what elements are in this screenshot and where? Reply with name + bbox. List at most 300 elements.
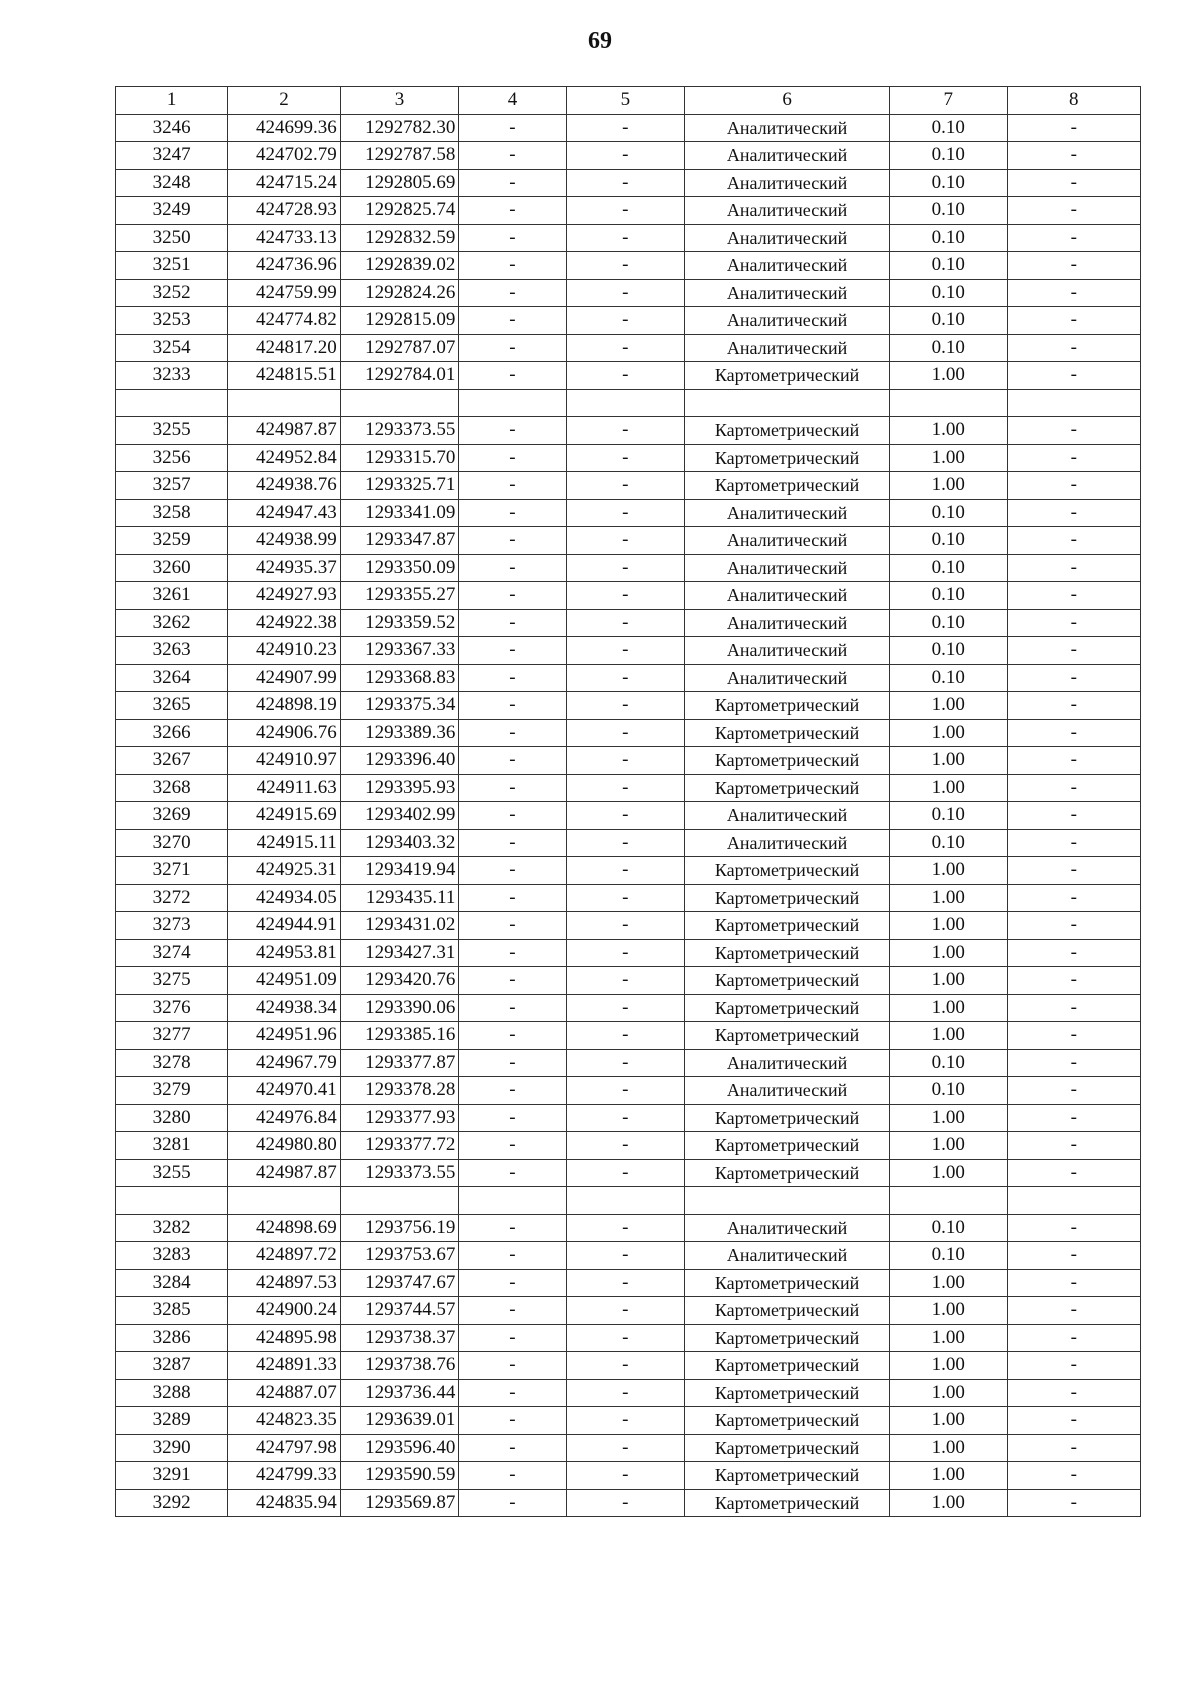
accuracy-cell: 1.00 xyxy=(889,994,1007,1022)
y-coordinate-cell xyxy=(340,1187,459,1215)
x-coordinate-cell: 424736.96 xyxy=(228,252,340,280)
y-coordinate-cell: 1293389.36 xyxy=(340,719,459,747)
point-number-cell: 3280 xyxy=(116,1104,228,1132)
col4-cell: - xyxy=(459,939,566,967)
accuracy-cell: 1.00 xyxy=(889,1379,1007,1407)
col5-cell: - xyxy=(566,857,685,885)
x-coordinate-cell: 424935.37 xyxy=(228,554,340,582)
column-header: 3 xyxy=(340,87,459,115)
table-row xyxy=(116,444,1141,472)
col5-cell: - xyxy=(566,664,685,692)
col8-cell: - xyxy=(1007,939,1140,967)
y-coordinate-cell: 1293431.02 xyxy=(340,912,459,940)
point-number-cell: 3287 xyxy=(116,1352,228,1380)
col4-cell: - xyxy=(459,1297,566,1325)
accuracy-cell: 1.00 xyxy=(889,884,1007,912)
x-coordinate-cell: 424953.81 xyxy=(228,939,340,967)
accuracy-cell: 1.00 xyxy=(889,1462,1007,1490)
point-number-cell: 3274 xyxy=(116,939,228,967)
col4-cell: - xyxy=(459,692,566,720)
col5-cell: - xyxy=(566,829,685,857)
col4-cell: - xyxy=(459,554,566,582)
col5-cell: - xyxy=(566,1434,685,1462)
method-cell: Картометрический xyxy=(685,362,890,390)
y-coordinate-cell: 1293402.99 xyxy=(340,802,459,830)
table-row xyxy=(116,142,1141,170)
col5-cell: - xyxy=(566,1352,685,1380)
y-coordinate-cell: 1293390.06 xyxy=(340,994,459,1022)
accuracy-cell xyxy=(889,1187,1007,1215)
method-cell: Аналитический xyxy=(685,334,890,362)
method-cell: Картометрический xyxy=(685,692,890,720)
y-coordinate-cell: 1292782.30 xyxy=(340,114,459,142)
col5-cell: - xyxy=(566,582,685,610)
accuracy-cell: 1.00 xyxy=(889,912,1007,940)
col4-cell: - xyxy=(459,1104,566,1132)
x-coordinate-cell: 424733.13 xyxy=(228,224,340,252)
col5-cell: - xyxy=(566,224,685,252)
col5-cell: - xyxy=(566,939,685,967)
accuracy-cell: 1.00 xyxy=(889,1269,1007,1297)
col4-cell: - xyxy=(459,637,566,665)
col5-cell: - xyxy=(566,1324,685,1352)
accuracy-cell: 0.10 xyxy=(889,169,1007,197)
col4-cell: - xyxy=(459,1489,566,1517)
accuracy-cell: 0.10 xyxy=(889,637,1007,665)
accuracy-cell: 1.00 xyxy=(889,444,1007,472)
accuracy-cell: 1.00 xyxy=(889,774,1007,802)
method-cell: Картометрический xyxy=(685,719,890,747)
y-coordinate-cell: 1293367.33 xyxy=(340,637,459,665)
point-number-cell: 3247 xyxy=(116,142,228,170)
col8-cell: - xyxy=(1007,444,1140,472)
accuracy-cell xyxy=(889,389,1007,417)
col4-cell: - xyxy=(459,582,566,610)
point-number-cell: 3288 xyxy=(116,1379,228,1407)
point-number-cell: 3267 xyxy=(116,747,228,775)
col8-cell: - xyxy=(1007,1489,1140,1517)
method-cell: Картометрический xyxy=(685,1297,890,1325)
col4-cell: - xyxy=(459,967,566,995)
table-row xyxy=(116,1434,1141,1462)
accuracy-cell: 0.10 xyxy=(889,279,1007,307)
table-row xyxy=(116,829,1141,857)
col8-cell: - xyxy=(1007,774,1140,802)
col4-cell: - xyxy=(459,994,566,1022)
x-coordinate-cell: 424944.91 xyxy=(228,912,340,940)
col4-cell: - xyxy=(459,279,566,307)
col4-cell: - xyxy=(459,224,566,252)
accuracy-cell: 1.00 xyxy=(889,857,1007,885)
x-coordinate-cell: 424938.76 xyxy=(228,472,340,500)
method-cell: Аналитический xyxy=(685,582,890,610)
col5-cell: - xyxy=(566,747,685,775)
point-number-cell: 3256 xyxy=(116,444,228,472)
y-coordinate-cell: 1293341.09 xyxy=(340,499,459,527)
col4-cell: - xyxy=(459,664,566,692)
method-cell: Картометрический xyxy=(685,1489,890,1517)
col5-cell: - xyxy=(566,1159,685,1187)
accuracy-cell: 1.00 xyxy=(889,417,1007,445)
point-number-cell: 3255 xyxy=(116,1159,228,1187)
col5-cell: - xyxy=(566,499,685,527)
x-coordinate-cell: 424952.84 xyxy=(228,444,340,472)
x-coordinate-cell: 424817.20 xyxy=(228,334,340,362)
col4-cell: - xyxy=(459,1352,566,1380)
accuracy-cell: 0.10 xyxy=(889,1214,1007,1242)
table-row xyxy=(116,389,1141,417)
y-coordinate-cell: 1293315.70 xyxy=(340,444,459,472)
col8-cell: - xyxy=(1007,279,1140,307)
table-row xyxy=(116,939,1141,967)
col4-cell: - xyxy=(459,1077,566,1105)
col5-cell: - xyxy=(566,1379,685,1407)
method-cell: Аналитический xyxy=(685,169,890,197)
table-row xyxy=(116,554,1141,582)
col4-cell: - xyxy=(459,444,566,472)
col4-cell: - xyxy=(459,1159,566,1187)
col5-cell: - xyxy=(566,967,685,995)
col5-cell: - xyxy=(566,472,685,500)
y-coordinate-cell: 1292839.02 xyxy=(340,252,459,280)
accuracy-cell: 0.10 xyxy=(889,829,1007,857)
x-coordinate-cell: 424910.97 xyxy=(228,747,340,775)
col5-cell: - xyxy=(566,884,685,912)
col8-cell: - xyxy=(1007,1407,1140,1435)
y-coordinate-cell: 1293639.01 xyxy=(340,1407,459,1435)
col5-cell: - xyxy=(566,994,685,1022)
table-row xyxy=(116,994,1141,1022)
y-coordinate-cell: 1293596.40 xyxy=(340,1434,459,1462)
col5-cell: - xyxy=(566,1077,685,1105)
accuracy-cell: 1.00 xyxy=(889,967,1007,995)
point-number-cell: 3272 xyxy=(116,884,228,912)
col4-cell: - xyxy=(459,884,566,912)
col8-cell: - xyxy=(1007,967,1140,995)
col5-cell: - xyxy=(566,1242,685,1270)
table-row xyxy=(116,1324,1141,1352)
y-coordinate-cell: 1293590.59 xyxy=(340,1462,459,1490)
col5-cell: - xyxy=(566,692,685,720)
x-coordinate-cell: 424987.87 xyxy=(228,417,340,445)
method-cell xyxy=(685,1187,890,1215)
y-coordinate-cell xyxy=(340,389,459,417)
point-number-cell: 3290 xyxy=(116,1434,228,1462)
col8-cell: - xyxy=(1007,1022,1140,1050)
col4-cell: - xyxy=(459,774,566,802)
col8-cell: - xyxy=(1007,747,1140,775)
y-coordinate-cell: 1293359.52 xyxy=(340,609,459,637)
accuracy-cell: 0.10 xyxy=(889,609,1007,637)
x-coordinate-cell: 424947.43 xyxy=(228,499,340,527)
table-row xyxy=(116,1462,1141,1490)
x-coordinate-cell xyxy=(228,1187,340,1215)
x-coordinate-cell: 424925.31 xyxy=(228,857,340,885)
col5-cell: - xyxy=(566,1269,685,1297)
method-cell: Картометрический xyxy=(685,1324,890,1352)
column-header: 7 xyxy=(889,87,1007,115)
col5-cell: - xyxy=(566,527,685,555)
col8-cell: - xyxy=(1007,912,1140,940)
table-row xyxy=(116,967,1141,995)
accuracy-cell: 1.00 xyxy=(889,1407,1007,1435)
x-coordinate-cell: 424898.19 xyxy=(228,692,340,720)
col5-cell: - xyxy=(566,444,685,472)
method-cell: Аналитический xyxy=(685,1049,890,1077)
accuracy-cell: 1.00 xyxy=(889,1159,1007,1187)
method-cell: Аналитический xyxy=(685,1077,890,1105)
col8-cell: - xyxy=(1007,582,1140,610)
point-number-cell: 3260 xyxy=(116,554,228,582)
table-row xyxy=(116,169,1141,197)
col8-cell: - xyxy=(1007,114,1140,142)
x-coordinate-cell: 424951.96 xyxy=(228,1022,340,1050)
col4-cell: - xyxy=(459,527,566,555)
col8-cell: - xyxy=(1007,1159,1140,1187)
x-coordinate-cell: 424895.98 xyxy=(228,1324,340,1352)
accuracy-cell: 0.10 xyxy=(889,197,1007,225)
col8-cell: - xyxy=(1007,994,1140,1022)
accuracy-cell: 1.00 xyxy=(889,1022,1007,1050)
point-number-cell: 3263 xyxy=(116,637,228,665)
x-coordinate-cell: 424759.99 xyxy=(228,279,340,307)
accuracy-cell: 1.00 xyxy=(889,1104,1007,1132)
point-number-cell: 3273 xyxy=(116,912,228,940)
method-cell: Картометрический xyxy=(685,774,890,802)
column-header: 4 xyxy=(459,87,566,115)
method-cell: Картометрический xyxy=(685,994,890,1022)
col8-cell: - xyxy=(1007,637,1140,665)
x-coordinate-cell: 424911.63 xyxy=(228,774,340,802)
col8-cell: - xyxy=(1007,884,1140,912)
col8-cell: - xyxy=(1007,664,1140,692)
y-coordinate-cell: 1293378.28 xyxy=(340,1077,459,1105)
method-cell: Картометрический xyxy=(685,1022,890,1050)
x-coordinate-cell: 424910.23 xyxy=(228,637,340,665)
table-row xyxy=(116,224,1141,252)
point-number-cell: 3284 xyxy=(116,1269,228,1297)
table-row xyxy=(116,197,1141,225)
page-number: 69 xyxy=(588,28,612,54)
x-coordinate-cell: 424907.99 xyxy=(228,664,340,692)
col8-cell: - xyxy=(1007,857,1140,885)
x-coordinate-cell: 424887.07 xyxy=(228,1379,340,1407)
table-row xyxy=(116,1379,1141,1407)
point-number-cell: 3262 xyxy=(116,609,228,637)
accuracy-cell: 1.00 xyxy=(889,1489,1007,1517)
method-cell: Аналитический xyxy=(685,142,890,170)
col8-cell: - xyxy=(1007,472,1140,500)
accuracy-cell: 1.00 xyxy=(889,692,1007,720)
col8-cell xyxy=(1007,1187,1140,1215)
accuracy-cell: 1.00 xyxy=(889,939,1007,967)
x-coordinate-cell xyxy=(228,389,340,417)
col5-cell: - xyxy=(566,719,685,747)
col8-cell: - xyxy=(1007,499,1140,527)
table-row xyxy=(116,1022,1141,1050)
col8-cell: - xyxy=(1007,307,1140,335)
col4-cell xyxy=(459,389,566,417)
y-coordinate-cell: 1293756.19 xyxy=(340,1214,459,1242)
accuracy-cell: 1.00 xyxy=(889,1434,1007,1462)
method-cell: Аналитический xyxy=(685,197,890,225)
table-row xyxy=(116,279,1141,307)
col8-cell: - xyxy=(1007,1132,1140,1160)
x-coordinate-cell: 424967.79 xyxy=(228,1049,340,1077)
col5-cell: - xyxy=(566,637,685,665)
col8-cell: - xyxy=(1007,719,1140,747)
col4-cell: - xyxy=(459,747,566,775)
col8-cell: - xyxy=(1007,417,1140,445)
col4-cell: - xyxy=(459,499,566,527)
x-coordinate-cell: 424900.24 xyxy=(228,1297,340,1325)
y-coordinate-cell: 1293403.32 xyxy=(340,829,459,857)
col4-cell: - xyxy=(459,1324,566,1352)
table-row xyxy=(116,857,1141,885)
col4-cell: - xyxy=(459,417,566,445)
col4-cell: - xyxy=(459,1049,566,1077)
table-row xyxy=(116,252,1141,280)
point-number-cell: 3261 xyxy=(116,582,228,610)
x-coordinate-cell: 424970.41 xyxy=(228,1077,340,1105)
x-coordinate-cell: 424898.69 xyxy=(228,1214,340,1242)
col4-cell: - xyxy=(459,1434,566,1462)
y-coordinate-cell: 1293427.31 xyxy=(340,939,459,967)
col5-cell: - xyxy=(566,362,685,390)
col5-cell: - xyxy=(566,334,685,362)
y-coordinate-cell: 1293355.27 xyxy=(340,582,459,610)
point-number-cell: 3252 xyxy=(116,279,228,307)
accuracy-cell: 0.10 xyxy=(889,1242,1007,1270)
col8-cell: - xyxy=(1007,1242,1140,1270)
table-body xyxy=(116,114,1141,1517)
point-number-cell: 3270 xyxy=(116,829,228,857)
accuracy-cell: 1.00 xyxy=(889,1324,1007,1352)
col8-cell: - xyxy=(1007,1269,1140,1297)
accuracy-cell: 1.00 xyxy=(889,747,1007,775)
y-coordinate-cell: 1293373.55 xyxy=(340,1159,459,1187)
col5-cell: - xyxy=(566,1462,685,1490)
table-row xyxy=(116,747,1141,775)
col4-cell: - xyxy=(459,609,566,637)
point-number-cell: 3250 xyxy=(116,224,228,252)
x-coordinate-cell: 424835.94 xyxy=(228,1489,340,1517)
col8-cell: - xyxy=(1007,1104,1140,1132)
x-coordinate-cell: 424987.87 xyxy=(228,1159,340,1187)
point-number-cell: 3264 xyxy=(116,664,228,692)
x-coordinate-cell: 424938.34 xyxy=(228,994,340,1022)
point-number-cell: 3277 xyxy=(116,1022,228,1050)
table-row xyxy=(116,1407,1141,1435)
col5-cell: - xyxy=(566,1407,685,1435)
col4-cell: - xyxy=(459,1269,566,1297)
col8-cell: - xyxy=(1007,252,1140,280)
x-coordinate-cell: 424774.82 xyxy=(228,307,340,335)
y-coordinate-cell: 1293385.16 xyxy=(340,1022,459,1050)
col4-cell: - xyxy=(459,1022,566,1050)
method-cell: Аналитический xyxy=(685,1214,890,1242)
col4-cell: - xyxy=(459,114,566,142)
col4-cell: - xyxy=(459,472,566,500)
x-coordinate-cell: 424897.72 xyxy=(228,1242,340,1270)
accuracy-cell: 0.10 xyxy=(889,582,1007,610)
y-coordinate-cell: 1292784.01 xyxy=(340,362,459,390)
y-coordinate-cell: 1293373.55 xyxy=(340,417,459,445)
point-number-cell: 3291 xyxy=(116,1462,228,1490)
table-row xyxy=(116,637,1141,665)
point-number-cell: 3286 xyxy=(116,1324,228,1352)
col8-cell: - xyxy=(1007,169,1140,197)
method-cell: Аналитический xyxy=(685,499,890,527)
col4-cell: - xyxy=(459,1214,566,1242)
point-number-cell: 3266 xyxy=(116,719,228,747)
point-number-cell: 3254 xyxy=(116,334,228,362)
method-cell: Аналитический xyxy=(685,1242,890,1270)
point-number-cell: 3269 xyxy=(116,802,228,830)
table-row xyxy=(116,362,1141,390)
method-cell: Картометрический xyxy=(685,884,890,912)
table-row xyxy=(116,114,1141,142)
col4-cell: - xyxy=(459,829,566,857)
col4-cell: - xyxy=(459,802,566,830)
point-number-cell: 3276 xyxy=(116,994,228,1022)
col8-cell: - xyxy=(1007,829,1140,857)
table-row xyxy=(116,692,1141,720)
y-coordinate-cell: 1293350.09 xyxy=(340,554,459,582)
table-row xyxy=(116,1077,1141,1105)
x-coordinate-cell: 424815.51 xyxy=(228,362,340,390)
col4-cell: - xyxy=(459,1407,566,1435)
col4-cell: - xyxy=(459,1132,566,1160)
point-number-cell: 3278 xyxy=(116,1049,228,1077)
column-header: 6 xyxy=(685,87,890,115)
x-coordinate-cell: 424927.93 xyxy=(228,582,340,610)
point-number-cell: 3253 xyxy=(116,307,228,335)
col4-cell: - xyxy=(459,334,566,362)
y-coordinate-cell: 1292787.58 xyxy=(340,142,459,170)
y-coordinate-cell: 1293569.87 xyxy=(340,1489,459,1517)
x-coordinate-cell: 424915.69 xyxy=(228,802,340,830)
col8-cell: - xyxy=(1007,527,1140,555)
x-coordinate-cell: 424799.33 xyxy=(228,1462,340,1490)
x-coordinate-cell: 424922.38 xyxy=(228,609,340,637)
header-row xyxy=(116,87,1141,115)
col5-cell: - xyxy=(566,197,685,225)
col5-cell: - xyxy=(566,1049,685,1077)
accuracy-cell: 0.10 xyxy=(889,499,1007,527)
point-number-cell: 3268 xyxy=(116,774,228,802)
point-number-cell: 3246 xyxy=(116,114,228,142)
col4-cell: - xyxy=(459,1242,566,1270)
col5-cell: - xyxy=(566,1104,685,1132)
col8-cell: - xyxy=(1007,1379,1140,1407)
col8-cell: - xyxy=(1007,362,1140,390)
point-number-cell: 3289 xyxy=(116,1407,228,1435)
col8-cell: - xyxy=(1007,197,1140,225)
accuracy-cell: 0.10 xyxy=(889,142,1007,170)
col5-cell: - xyxy=(566,554,685,582)
method-cell: Картометрический xyxy=(685,747,890,775)
x-coordinate-cell: 424906.76 xyxy=(228,719,340,747)
table-row xyxy=(116,334,1141,362)
col5-cell: - xyxy=(566,1489,685,1517)
col5-cell: - xyxy=(566,1297,685,1325)
x-coordinate-cell: 424897.53 xyxy=(228,1269,340,1297)
method-cell: Картометрический xyxy=(685,444,890,472)
col5-cell xyxy=(566,389,685,417)
col4-cell: - xyxy=(459,1379,566,1407)
x-coordinate-cell: 424728.93 xyxy=(228,197,340,225)
